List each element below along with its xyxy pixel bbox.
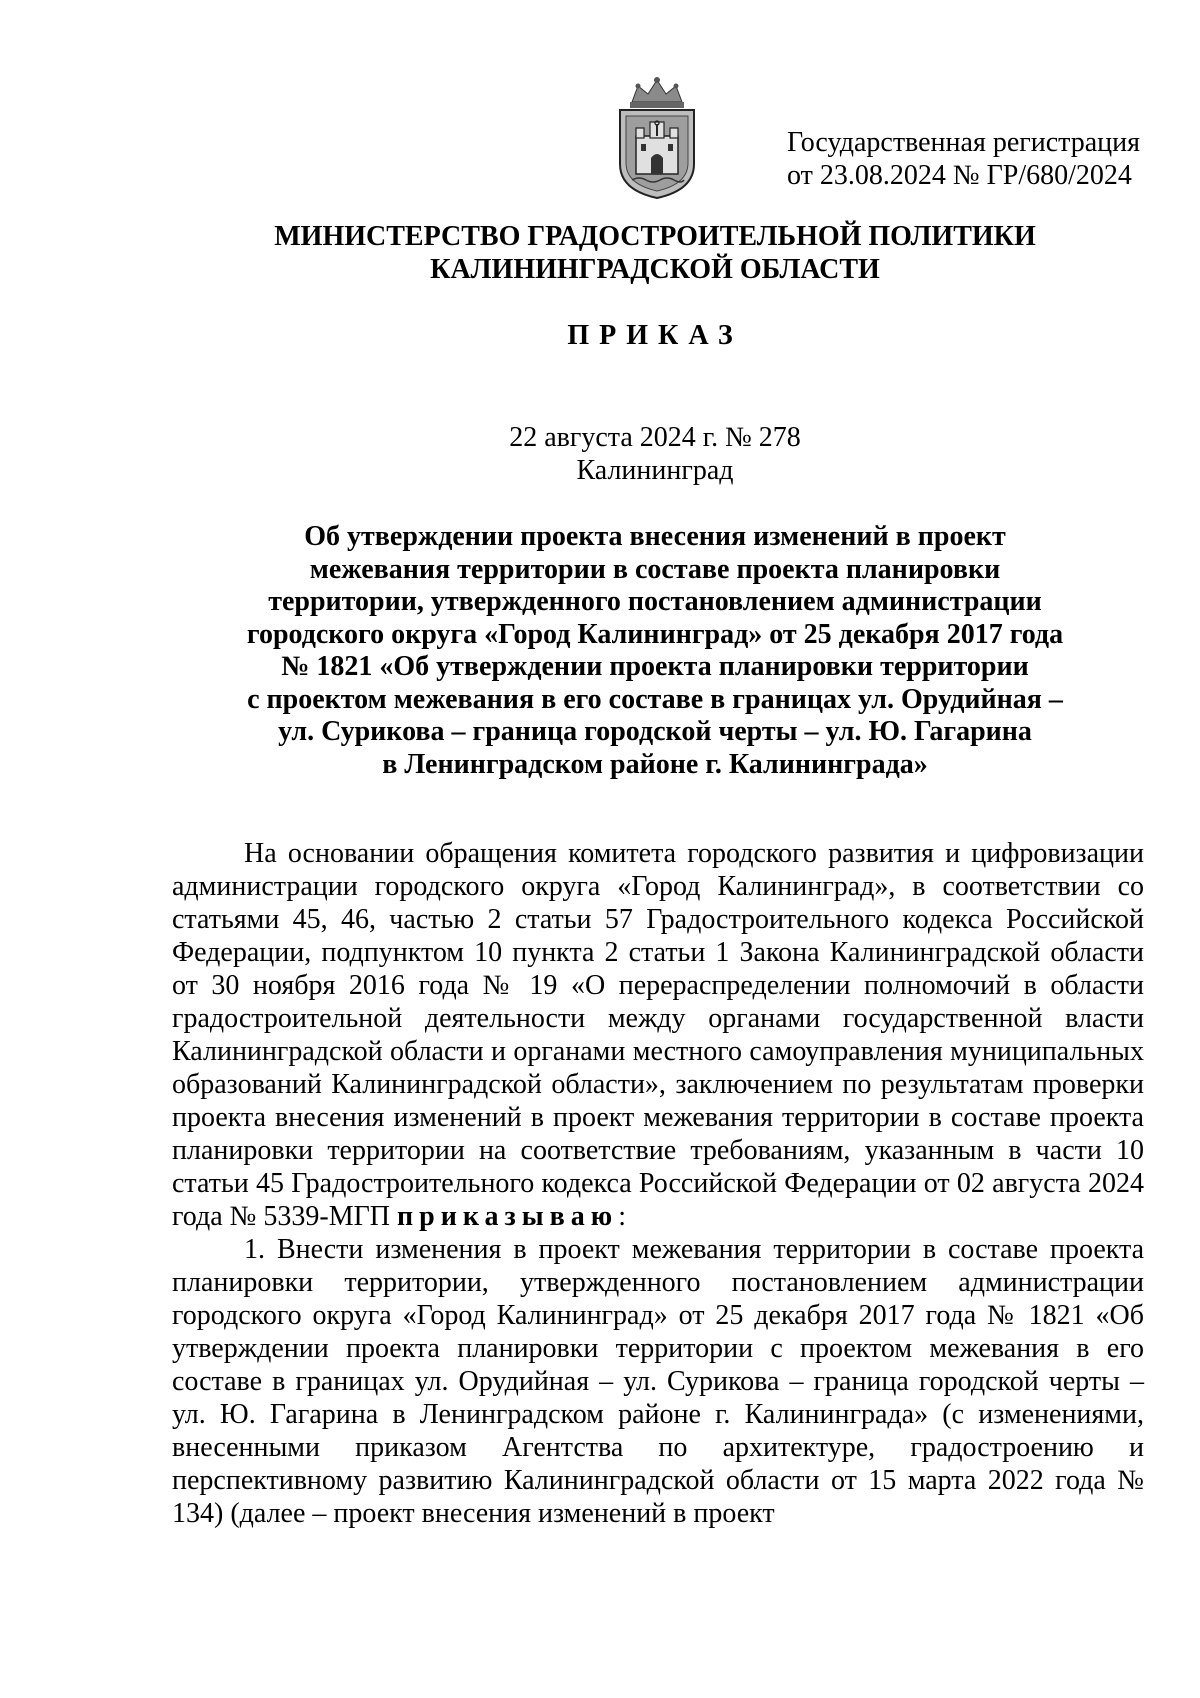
order-city: Калининград	[576, 455, 734, 486]
order-keyword-colon: :	[618, 1201, 626, 1232]
ministry-line-1: МИНИСТЕРСТВО ГРАДОСТРОИТЕЛЬНОЙ ПОЛИТИКИ	[274, 221, 1036, 252]
registration-number: от 23.08.2024 № ГР/680/2024	[787, 160, 1132, 191]
order-body	[172, 837, 1144, 1530]
title-line: с проектом межевания в его составе в границах ул. Орудийная –	[247, 683, 1063, 715]
ministry-line-2: КАЛИНИНГРАДСКОЙ ОБЛАСТИ	[430, 254, 880, 285]
title-line: городского округа «Город Калининград» от 25 декабря 2017 года	[246, 618, 1064, 650]
order-date-block	[170, 421, 1140, 487]
clause-paragraph: 1. Внести изменения в проект межевания территории в составе проекта планировки территории, утвержденного постановлением администрации городского округа «Город Калининград» от 25 декабря 2017 года № 1821 «Об утверждении проекта планировки территории с проектом межевания в его составе в границах ул. Орудийная – ул. Сурикова – граница городской черты – ул. Ю. Гагарина в Ленинградском районе г. Калининграда» (с изменениями, внесенными приказом Агентства по архитектуре, градостроению и перспективному развитию Калининградской области от 15 марта 2022 года № 134) (далее – проект внесения изменений в проект	[172, 1234, 1144, 1529]
order-keyword: приказываю	[397, 1201, 619, 1232]
title-line: Об утверждении проекта внесения изменений в проект	[304, 521, 1006, 552]
title-line: № 1821 «Об утверждении проекта планировки территории	[281, 651, 1029, 682]
title-line: территории, утвержденного постановлением администрации	[268, 586, 1042, 617]
title-line: ул. Сурикова – граница городской черты – ул. Ю. Гагарина	[278, 716, 1032, 747]
ministry-name	[170, 220, 1140, 286]
order-title	[170, 521, 1140, 781]
coat-of-arms-icon	[612, 72, 702, 202]
preamble-text: На основании обращения комитета городского развития и цифровизации администрации городского округа «Город Калининград», в соответствии со статьями 45, 46, частью 2 статьи 57 Градостроительного кодекса Российской Федерации, подпунктом 10 пункта 2 статьи 1 Закона Калининградской области от 30 ноября 2016 года № 19 «О перераспределении полномочий в области градостроительной деятельности между органами государственной власти Калининградской области и органами местного самоуправления муниципальных образований Калининградской области», заключением по результатам проверки проекта внесения изменений в проект межевания территории в составе проекта планировки территории на соответствие требованиям, указанным в части 10 статьи 45 Градостроительного кодекса Российской Федерации от 02 августа 2024 года № 5339-МГП	[172, 838, 1144, 1232]
title-line: межевания территории в составе проекта планировки	[309, 553, 1001, 585]
preamble-paragraph	[172, 837, 1144, 1233]
document-type: ПРИКАЗ	[567, 320, 743, 351]
registration-label: Государственная регистрация	[787, 127, 1140, 158]
state-registration	[787, 126, 1167, 192]
title-line: в Ленинградском районе г. Калининграда»	[382, 748, 928, 780]
order-date-number: 22 августа 2024 г. № 278	[509, 422, 801, 453]
